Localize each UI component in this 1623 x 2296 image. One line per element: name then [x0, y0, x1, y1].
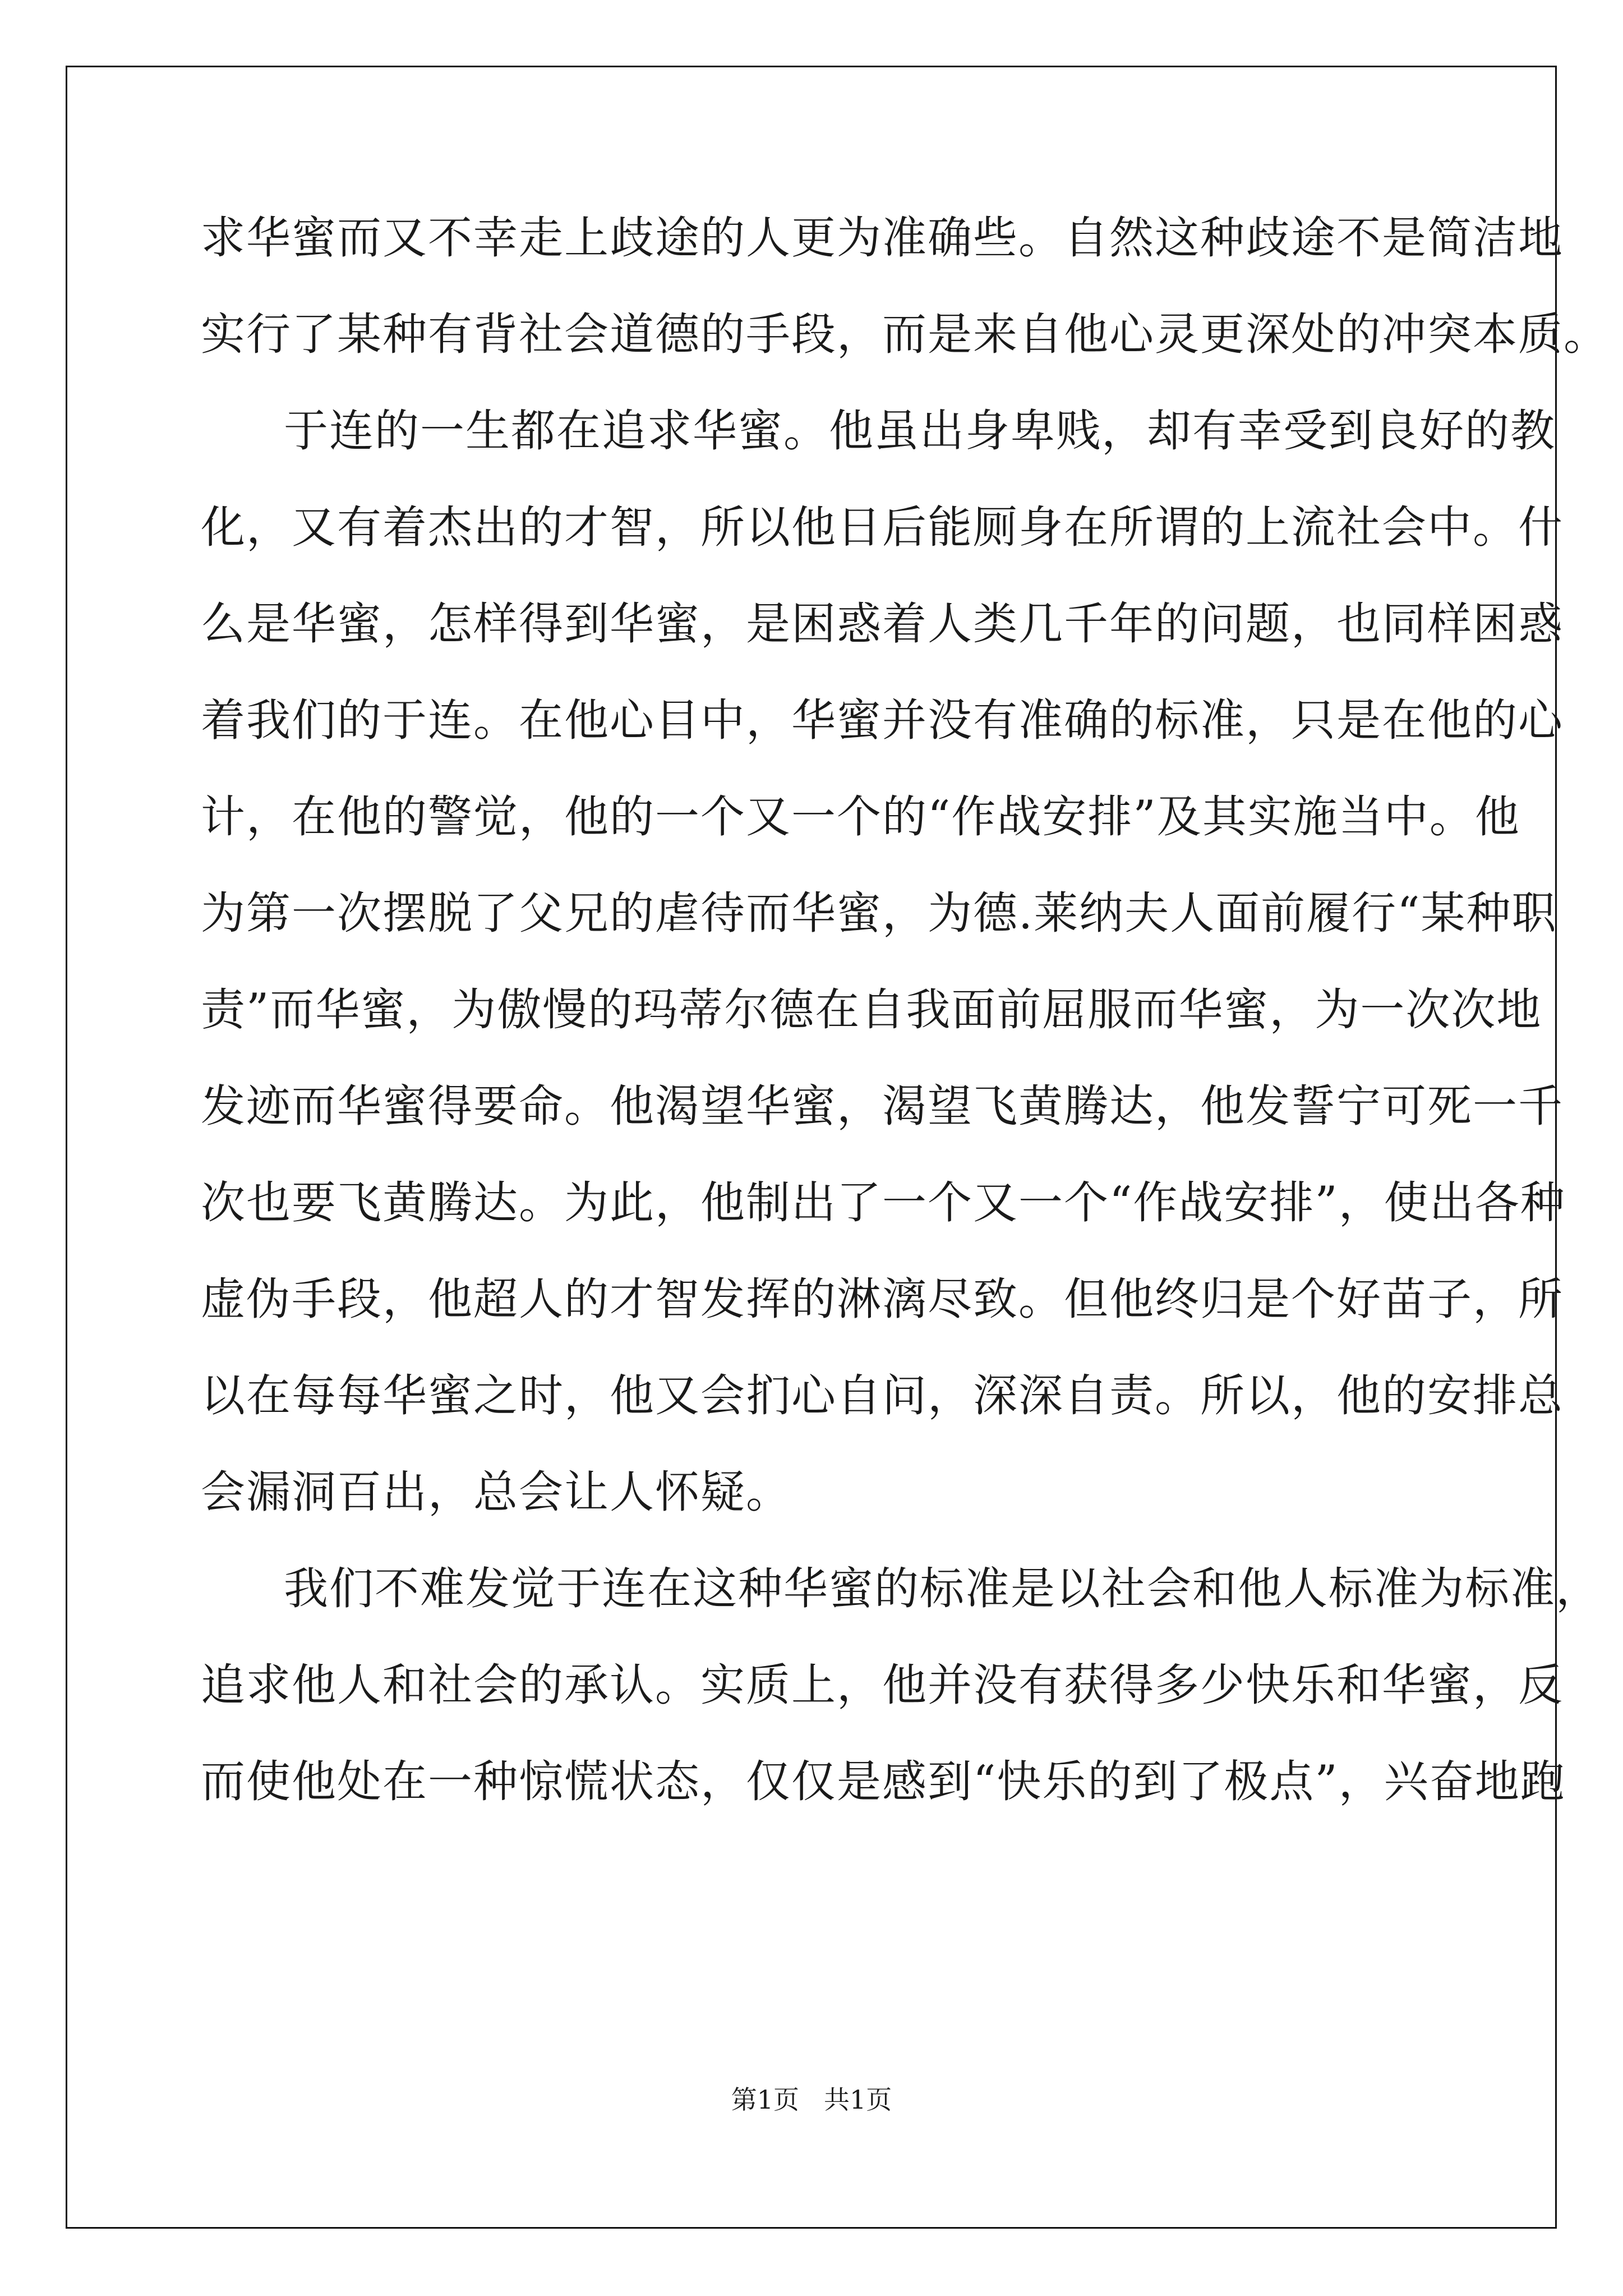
text-line: 以在每每华蜜之时，他又会扪心自问，深深自责。所以，他的安排总 [201, 1370, 1564, 1421]
text-line: 追求他人和社会的承认。实质上，他并没有获得多少快乐和华蜜，反 [201, 1659, 1564, 1711]
text-line: 发迹而华蜜得要命。他渴望华蜜，渴望飞黄腾达，他发誓宁可死一千 [201, 1080, 1564, 1132]
text-line: 次也要飞黄腾达。为此，他制出了一个又一个“作战安排”，使出各种 [201, 1177, 1566, 1228]
text-line: 会漏洞百出，总会让人怀疑。 [201, 1466, 791, 1518]
text-line: 我们不难发觉于连在这种华蜜的标准是以社会和他人标准为标准， [284, 1563, 1601, 1614]
document-body [201, 212, 1609, 1856]
text-line: 求华蜜而又不幸走上歧途的人更为准确些。自然这种歧途不是简洁地 [201, 212, 1564, 264]
text-line: 而使他处在一种惊慌状态，仅仅是感到“快乐的到了极点”，兴奋地跑 [201, 1756, 1566, 1807]
page-number: 第1页 [731, 2085, 799, 2115]
text-line: 着我们的于连。在他心目中，华蜜并没有准确的标准，只是在他的心 [201, 694, 1564, 746]
text-line: 化，又有着杰出的才智，所以他日后能厕身在所谓的上流社会中。什 [201, 501, 1564, 553]
text-line: 实行了某种有背社会道德的手段，而是来自他心灵更深处的冲突本质。 [201, 309, 1609, 360]
text-line: 为第一次摆脱了父兄的虐待而华蜜，为德.莱纳夫人面前履行“某种职 [201, 887, 1557, 939]
text-line: 责”而华蜜，为傲慢的玛蒂尔德在自我面前屈服而华蜜，为一次次地 [201, 984, 1542, 1036]
text-line: 虚伪手段，他超人的才智发挥的淋漓尽致。但他终归是个好苗子，所 [201, 1273, 1564, 1325]
text-line: 么是华蜜，怎样得到华蜜，是困惑着人类几千年的问题，也同样困惑 [201, 598, 1564, 650]
page-footer [0, 2087, 1623, 2113]
text-line: 计，在他的警觉，他的一个又一个的“作战安排”及其实施当中。他 [201, 791, 1520, 843]
page-total: 共1页 [824, 2085, 892, 2115]
text-line: 于连的一生都在追求华蜜。他虽出身卑贱，却有幸受到良好的教 [284, 405, 1556, 457]
